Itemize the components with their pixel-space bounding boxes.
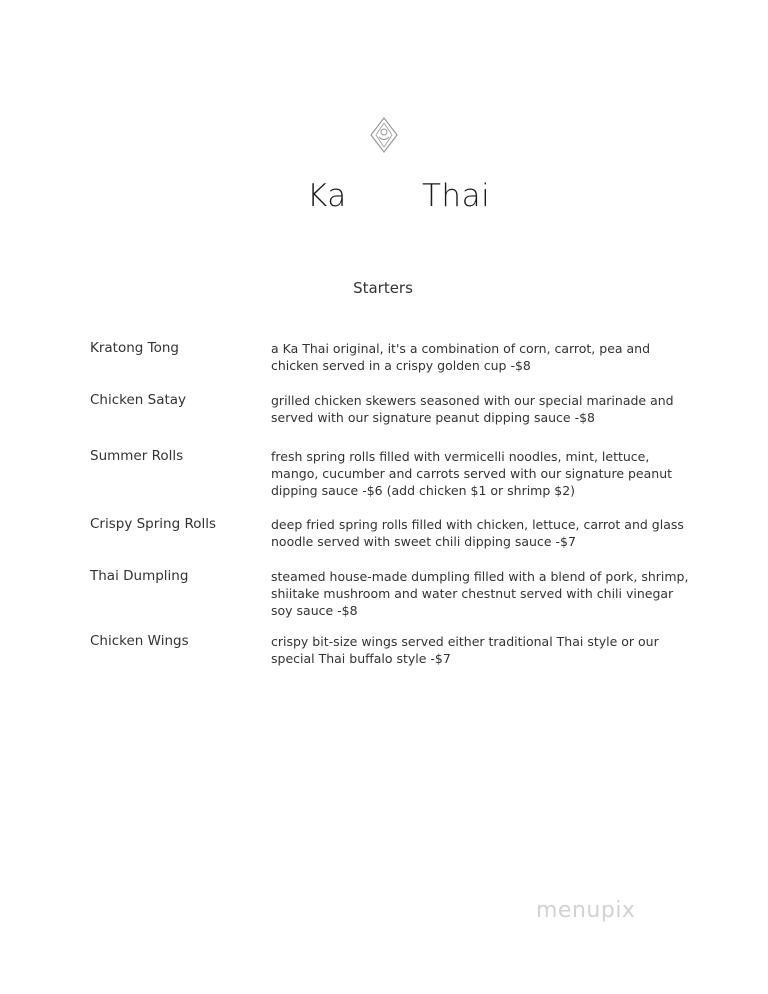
item-name: Thai Dumpling (90, 568, 189, 584)
item-description: a Ka Thai original, it's a combination of corn, carrot, pea and chicken served in a crispy golden cup -$8 (271, 341, 651, 373)
watermark: menupix (536, 898, 636, 923)
restaurant-name-part1: Ka (307, 178, 347, 214)
item-description: grilled chicken skewers seasoned with our special marinade and served with our signature peanut dipping sauce -$8 (271, 393, 674, 425)
restaurant-name-part2: Thai (422, 178, 491, 214)
section-title-text: Starters (353, 279, 413, 297)
item-description: crispy bit-size wings served either traditional Thai style or our special Thai buffalo style -$7 (271, 634, 659, 666)
item-description: fresh spring rolls filled with vermicelli noodles, mint, lettuce, mango, cucumber and carrots served with our signature peanut dipping sauce -$6 (add chicken $1 or shrimp $2) (271, 449, 673, 498)
item-name: Kratong Tong (90, 340, 179, 356)
item-description: deep fried spring rolls filled with chicken, lettuce, carrot and glass noodle served with sweet chili dipping sauce -$7 (271, 517, 684, 549)
item-name: Chicken Satay (90, 392, 187, 408)
item-name: Summer Rolls (90, 448, 184, 464)
item-name: Chicken Wings (90, 633, 189, 649)
item-description: steamed house-made dumpling filled with a blend of pork, shrimp, shiitake mushroom and water chestnut served with chili vinegar soy sauce -$8 (271, 569, 689, 618)
ornament-logo-icon (369, 117, 399, 153)
item-name: Crispy Spring Rolls (90, 516, 217, 532)
section-title (0, 279, 768, 297)
